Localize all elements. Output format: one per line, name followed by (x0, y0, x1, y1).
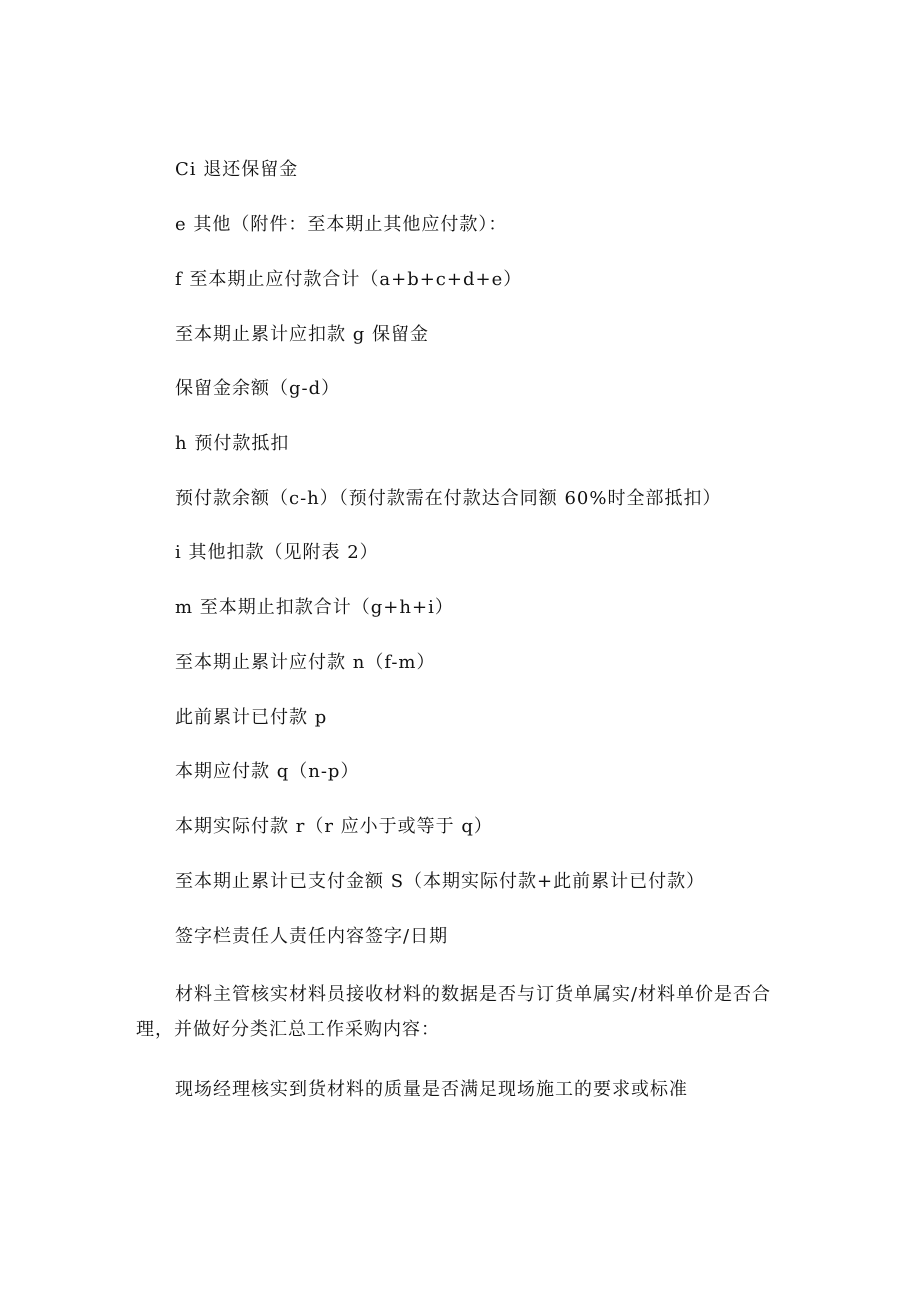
text-line: 本期实际付款 r（r 应小于或等于 q） (175, 816, 493, 837)
text-line: e 其他（附件：至本期止其他应付款）： (175, 214, 508, 235)
text-line: 至本期止累计已支付金额 S（本期实际付款+此前累计已付款） (175, 871, 706, 892)
text-line: 签字栏责任人责任内容签字/日期 (175, 926, 449, 947)
material-paragraph: 材料主管核实材料员接收材料的数据是否与订货单属实/材料单价是否合理，并做好分类汇总工作采购内容： (136, 984, 772, 1040)
text-line: 保留金余额（g-d） (175, 378, 341, 399)
text-line: m 至本期止扣款合计（g+h+i） (175, 597, 454, 618)
text-line: 预付款余额（c-h）（预付款需在付款达合同额 60%时全部抵扣） (175, 488, 722, 509)
text-line: 至本期止累计应付款 n（f-m） (175, 652, 436, 673)
text-line: Ci 退还保留金 (175, 159, 299, 180)
site-manager-line: 现场经理核实到货材料的质量是否满足现场施工的要求或标准 (175, 1079, 688, 1100)
text-line: 至本期止累计应扣款 g 保留金 (175, 324, 429, 345)
text-line: 此前累计已付款 p (175, 707, 328, 728)
text-line: 本期应付款 q（n-p） (175, 761, 360, 782)
text-line: f 至本期止应付款合计（a+b+c+d+e） (175, 269, 523, 290)
text-line: h 预付款抵扣 (175, 433, 290, 454)
text-line: i 其他扣款（见附表 2） (175, 542, 379, 563)
